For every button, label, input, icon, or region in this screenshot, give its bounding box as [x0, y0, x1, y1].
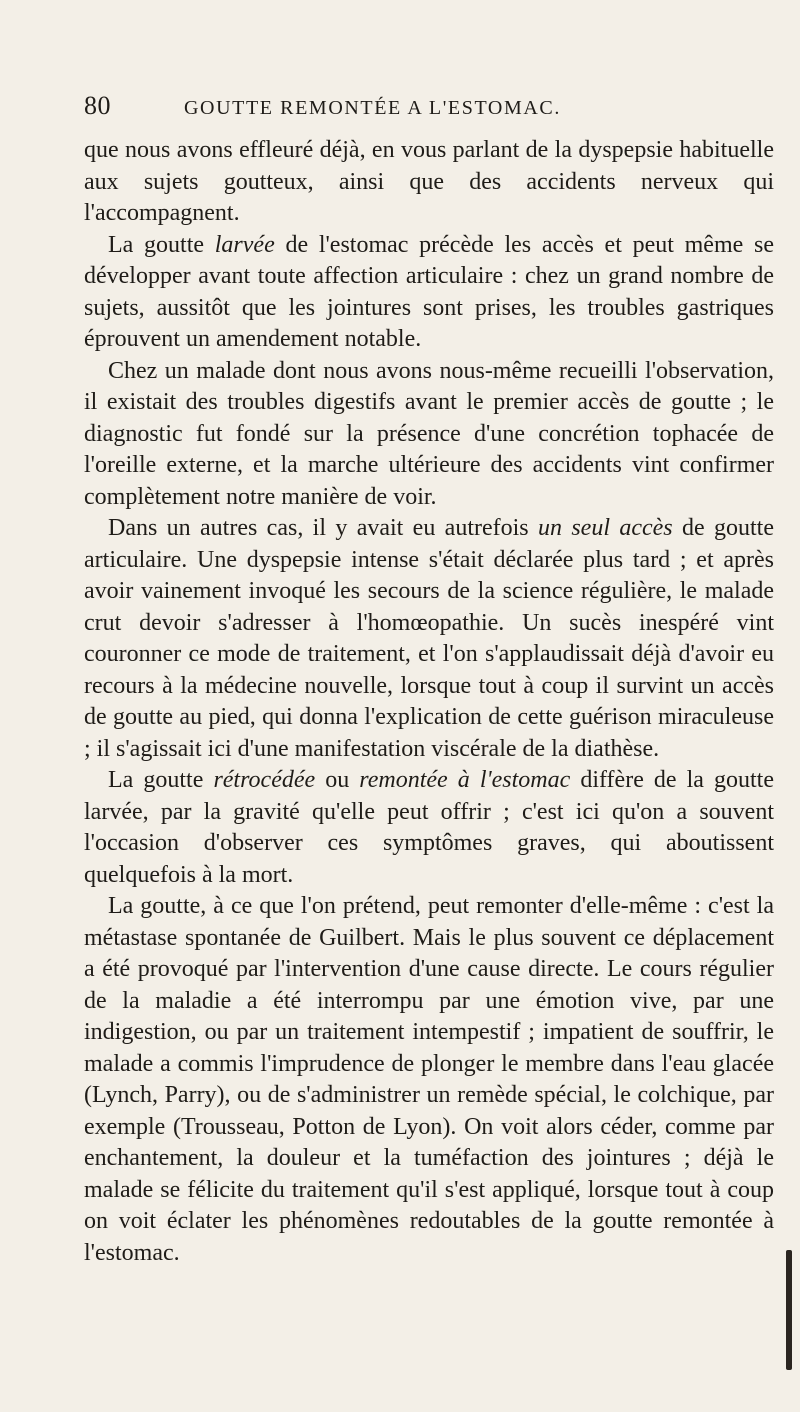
- text-segment: de l'estomac précède les accès et peut même se développer avant toute affection articulaire : chez un grand nombre de sujets, aussitôt que les jointures sont prises, les troubles gastriques éprouvent un amendement notable.: [84, 231, 774, 352]
- text-segment: La goutte: [108, 767, 214, 793]
- paragraph: [84, 891, 774, 1269]
- text-segment: que nous avons effleuré déjà, en vous parlant de la dyspepsie habituelle aux sujets goutteux, ainsi que des accidents nerveux qui l'accompagnent.: [84, 137, 774, 226]
- text-segment: La goutte: [108, 231, 215, 258]
- italic-text-segment: larvée: [214, 231, 275, 258]
- text-segment: Chez un malade dont nous avons nous-même recueilli l'observation, il existait des troubles digestifs avant le premier accès de goutte ; le diagnostic fut fondé sur la présence d'une concrétion tophacée de l'oreille externe, et la marche ultérieure des accidents vint confirmer complètement notre manière de voir.: [84, 357, 774, 510]
- paragraph: [84, 230, 774, 356]
- paragraph: [84, 513, 774, 765]
- page-number: 80: [84, 91, 111, 120]
- italic-text-segment: un seul accès: [538, 515, 673, 541]
- paragraph: [84, 135, 774, 230]
- text-segment: La goutte, à ce que l'on prétend, peut remonter d'elle-même : c'est la métastase spontanée de Guilbert. Mais le plus souvent ce déplacement a été provoqué par l'intervention d'une cause directe. Le cours régulier de la maladie a été interrompu par une émotion vive, par une indigestion, ou par un traitement intempestif ; impatient de souffrir, le malade a commis l'imprudence de plonger le membre dans l'eau glacée (Lynch, Parry), ou de s'administrer un remède spécial, le colchique, par exemple (Trousseau, Potton de Lyon). On voit alors céder, comme par enchantement, la douleur et la tuméfaction des jointures ; déjà le malade se félicite du traitement qu'il s'est appliqué, lorsque tout à coup on voit éclater les phénomènes redoutables de la goutte remontée à l'estomac.: [84, 893, 774, 1266]
- text-segment: Dans un autres cas, il y avait eu autrefois: [108, 515, 538, 541]
- page-header: [84, 88, 774, 124]
- paragraph: [84, 356, 774, 514]
- page-edge-mark: [786, 1250, 792, 1370]
- body-text: [84, 135, 774, 1269]
- text-segment: de goutte articulaire. Une dyspepsie intense s'était déclarée plus tard ; et après avoir vainement invoqué les secours de la science régulière, le malade crut devoir s'adresser à l'homœopathie. Un sucès inespéré vint couronner ce mode de traitement, et l'on s'applaudissait déjà d'avoir eu recours à la médecine nouvelle, lorsque tout à coup il survint un accès de goutte au pied, qui donna l'explication de cette guérison miraculeuse ; il s'agissait ici d'une manifestation viscérale de la diathèse.: [84, 515, 774, 762]
- italic-text-segment: rétrocédée: [213, 767, 316, 793]
- italic-text-segment: remontée à l'estomac: [359, 767, 571, 793]
- text-segment: diffère de la goutte larvée, par la gravité qu'elle peut offrir ; c'est ici qu'on a souvent l'occasion d'observer ces symptômes graves, qui aboutissent quelquefois à la mort.: [84, 767, 774, 888]
- paragraph: [84, 765, 774, 891]
- text-segment: ou: [315, 767, 360, 793]
- running-title: GOUTTE REMONTÉE A L'ESTOMAC.: [184, 97, 561, 119]
